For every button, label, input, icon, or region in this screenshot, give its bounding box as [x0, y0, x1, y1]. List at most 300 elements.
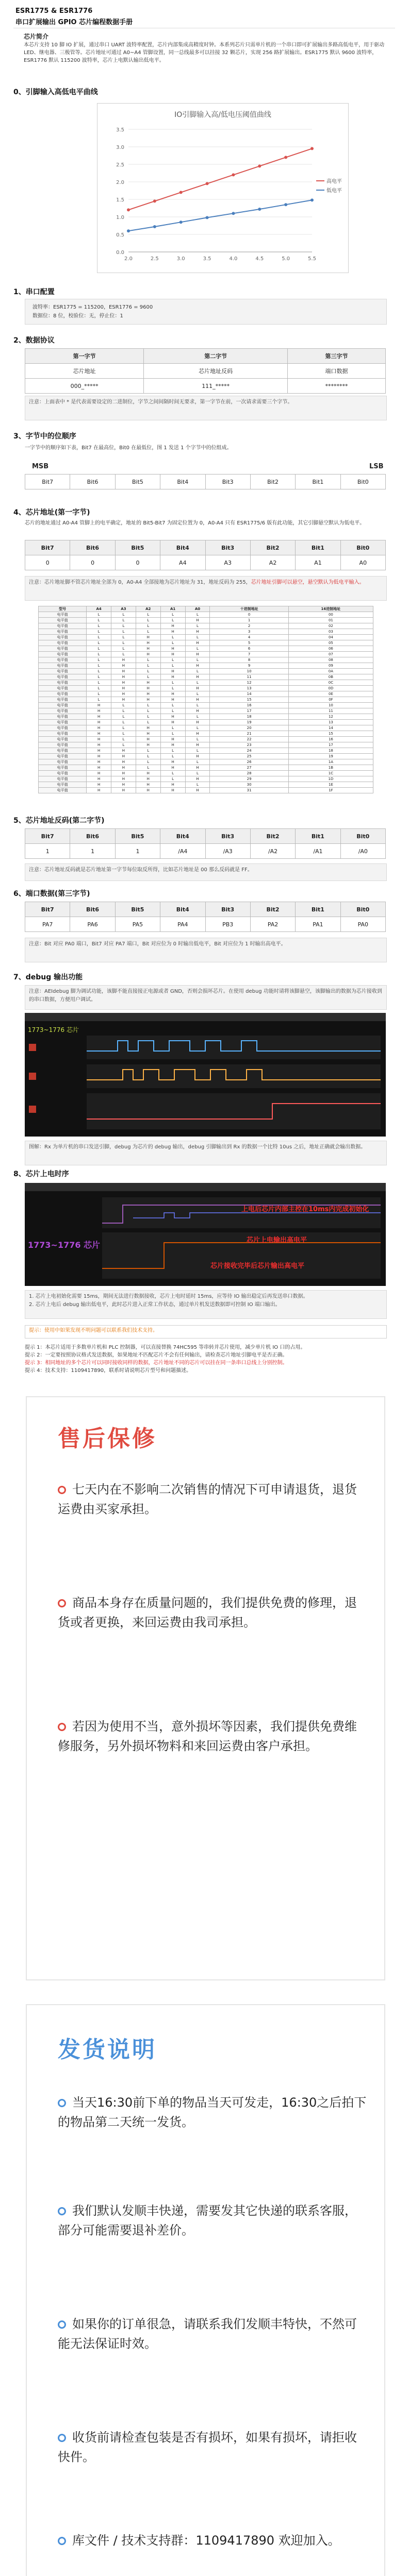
osc-label: 1773~1776 芯片	[28, 1240, 101, 1250]
chart-x-tick-label: 2.0	[124, 256, 133, 262]
bit-cell: Bit7	[25, 474, 70, 489]
table-cell: L	[87, 686, 111, 691]
chart-point	[258, 164, 261, 167]
address-table-header: A1	[160, 606, 185, 612]
table-cell: L	[87, 652, 111, 657]
table-cell: L	[185, 714, 210, 720]
section5-title: 5、芯片地址反码(第二字节)	[13, 817, 105, 825]
table-row	[39, 646, 373, 652]
table-cell: H	[185, 776, 210, 782]
table-cell: 电平值	[39, 737, 87, 742]
table-cell: H	[111, 674, 136, 680]
table-cell: H	[136, 680, 160, 686]
osc-label: 1773~1776 芯片	[28, 1026, 79, 1033]
bit-value: A0	[340, 555, 385, 570]
bit-header: Bit7	[25, 829, 70, 844]
table-cell: 06	[288, 646, 373, 652]
table-cell: L	[87, 612, 111, 618]
table-cell: H	[111, 657, 136, 663]
table-cell: L	[87, 663, 111, 669]
table-cell: 02	[288, 623, 373, 629]
table-cell: H	[185, 640, 210, 646]
protocol-header: 第三字节	[288, 349, 386, 364]
osc-toolbar	[25, 1013, 386, 1021]
shipping-text: 当天16:30前下单的物品当天可发走，16:30之后拍下的物品第二天统一发货。	[58, 2095, 367, 2129]
table-cell: L	[185, 748, 210, 754]
table-cell: L	[87, 623, 111, 629]
table-cell: 5	[210, 640, 288, 646]
inverse-note: 注意：芯片地址反码就是芯片地址第一字节每位取反所得，比如芯片地址是 00 那么反码就是 FF。	[25, 863, 387, 881]
table-cell: 0F	[288, 697, 373, 703]
table-cell: 0D	[288, 686, 373, 691]
table-cell: H	[185, 765, 210, 771]
table-cell: L	[111, 629, 136, 635]
chart-point	[310, 198, 314, 201]
table-cell: 15	[288, 731, 373, 737]
table-cell: H	[136, 686, 160, 691]
power-note: 2. 芯片上电后 debug 输出低电平，此时芯片进入正常工作状态，通过单片机发送数据即可控制 IO 端口输出。	[29, 1302, 281, 1308]
table-row	[39, 742, 373, 748]
table-cell: L	[111, 640, 136, 646]
table-cell: H	[185, 674, 210, 680]
chart-point	[232, 212, 235, 215]
protocol-header: 第二字节	[144, 349, 288, 364]
table-cell: H	[185, 697, 210, 703]
table-cell: L	[136, 612, 160, 618]
table-cell: 电平值	[39, 720, 87, 725]
table-cell: 12	[288, 714, 373, 720]
table-cell: 电平值	[39, 776, 87, 782]
table-cell: H	[111, 788, 136, 793]
table-cell: 电平值	[39, 680, 87, 686]
table-cell: L	[185, 737, 210, 742]
table-cell: H	[136, 691, 160, 697]
bit-order-table	[25, 474, 386, 489]
table-cell: L	[160, 731, 185, 737]
shipping-text: 库文件 / 技术支持群：1109417890 欢迎加入。	[72, 2533, 340, 2548]
chart-point	[153, 199, 156, 202]
section6-title: 6、端口数据(第三字节)	[13, 890, 90, 898]
table-cell: 13	[210, 686, 288, 691]
table-cell: 4	[210, 635, 288, 640]
table-cell: H	[160, 782, 185, 788]
table-cell: 07	[288, 652, 373, 657]
bit-value: 1	[25, 844, 70, 859]
section3-desc: 一字节中的顺序如下表，Bit7 在最高位，Bit0 在最低位，图 1 发送 1 个字节中的位组成。	[25, 445, 232, 451]
address-table-header: A0	[185, 606, 210, 612]
tips-warning: 提示：使用中如果发现不明问题可以联系我们技术支持。	[25, 1325, 387, 1338]
bit-header: Bit4	[160, 540, 205, 555]
table-cell: 08	[288, 657, 373, 663]
chart-x-tick-label: 3.0	[176, 256, 185, 262]
table-cell: L	[87, 680, 111, 686]
address-table-header: 型号	[39, 606, 87, 612]
table-cell: H	[160, 759, 185, 765]
table-cell: H	[111, 754, 136, 759]
table-cell: 6	[210, 646, 288, 652]
bit-header: Bit1	[296, 902, 340, 917]
table-cell: 1B	[288, 765, 373, 771]
table-cell: H	[136, 640, 160, 646]
table-cell: 20	[210, 725, 288, 731]
table-row	[39, 669, 373, 674]
address-table-header: 十进制地址	[210, 606, 288, 612]
bit-cell: Bit3	[205, 474, 250, 489]
table-cell: L	[136, 629, 160, 635]
chart-x-tick-label: 5.0	[282, 256, 290, 262]
table-cell: 电平值	[39, 697, 87, 703]
bullet-icon	[58, 1599, 66, 1607]
table-cell: 01	[288, 618, 373, 623]
table-cell: H	[185, 720, 210, 725]
chart-point	[127, 208, 130, 211]
bit-value: /A3	[205, 844, 250, 859]
shipping-card	[26, 2004, 385, 2576]
port-value: PA1	[296, 917, 340, 932]
table-cell: H	[160, 714, 185, 720]
rx-trace	[87, 1036, 381, 1059]
table-cell: L	[185, 703, 210, 708]
table-cell: L	[87, 674, 111, 680]
table-cell: H	[160, 720, 185, 725]
table-cell: 电平值	[39, 754, 87, 759]
table-cell: L	[136, 714, 160, 720]
table-cell: H	[87, 720, 111, 725]
table-row	[39, 754, 373, 759]
table-cell: L	[160, 776, 185, 782]
table-cell: H	[87, 737, 111, 742]
port-note: 注意：Bit 对应 PA0 端口，Bit7 对应 PA7 端口，Bit 对应位为 0 时输出低电平，Bit 对应位为 1 时输出高电平。	[25, 938, 387, 962]
bit-header: Bit0	[340, 540, 385, 555]
table-cell: H	[87, 714, 111, 720]
table-cell: H	[185, 788, 210, 793]
table-row	[39, 788, 373, 793]
table-cell: 16	[210, 703, 288, 708]
port-value: PA0	[340, 917, 385, 932]
table-cell: 28	[210, 771, 288, 776]
table-cell: H	[87, 725, 111, 731]
protocol-cell: 000_*****	[25, 379, 144, 394]
table-cell: 电平值	[39, 640, 87, 646]
table-cell: L	[185, 623, 210, 629]
table-row	[39, 618, 373, 623]
table-cell: 18	[210, 714, 288, 720]
table-cell: 电平值	[39, 782, 87, 788]
intro-text: 本芯片支持 10 脚 IO 扩展，通过串口 UART 波特率配置，芯片内部集成高精度时钟。本系列芯片只需单片机的一个串口即可扩展输出多路高低电平，用于驱动 LED、继电器、三极管等。芯片地址可通过 A0~A4 管脚设置，同一总线最多可以挂接 32 颗芯片，实现 256 路扩展输出。ESR1775 默认 9600 波特率，ESR1776 默认 115200 波特率，芯片上电默认输出低电平。	[24, 42, 385, 63]
table-cell: H	[185, 652, 210, 657]
protocol-cell: 芯片地址反码	[144, 364, 288, 379]
port-value: PA5	[115, 917, 160, 932]
debug-osc-note: 图解：Rx 为单片机的串口发送引脚，debug 为芯片的 debug 输出，debug 引脚输出到 Rx 的数据一个比特 10us 之后，地址正确就会输出数据。	[25, 1141, 387, 1165]
table-cell: L	[111, 646, 136, 652]
table-cell: H	[87, 759, 111, 765]
table-cell: H	[136, 742, 160, 748]
table-cell: L	[185, 771, 210, 776]
table-cell: H	[87, 782, 111, 788]
bit-header: Bit4	[160, 829, 205, 844]
table-cell: 30	[210, 782, 288, 788]
address-note-highlight: 芯片地址引脚可以悬空，悬空默认为低电平输入。	[251, 580, 365, 585]
table-cell: 1E	[288, 782, 373, 788]
address-table-header: A3	[111, 606, 136, 612]
shipping-text: 如果你的订单很急，请联系我们发顺丰特快，不然可能无法保证时效。	[58, 2317, 357, 2351]
table-cell: L	[87, 618, 111, 623]
table-cell: H	[185, 742, 210, 748]
table-cell: 电平值	[39, 686, 87, 691]
table-cell: L	[87, 657, 111, 663]
table-cell: 29	[210, 776, 288, 782]
chart-legend-label: 高电平	[326, 179, 342, 184]
table-cell: 电平值	[39, 669, 87, 674]
table-cell: L	[136, 657, 160, 663]
table-cell: 11	[210, 674, 288, 680]
table-cell: H	[160, 669, 185, 674]
address-table-header: A4	[87, 606, 111, 612]
table-cell: H	[87, 731, 111, 737]
chart-x-tick-label: 3.5	[203, 256, 211, 262]
table-cell: H	[160, 674, 185, 680]
table-cell: H	[87, 765, 111, 771]
bit-cell: Bit1	[296, 474, 340, 489]
port-value: PA7	[25, 917, 70, 932]
table-cell: 04	[288, 635, 373, 640]
chart-x-tick-label: 4.0	[229, 256, 238, 262]
debug-oscilloscope	[25, 1013, 386, 1137]
chart-legend-label: 低电平	[326, 188, 342, 194]
table-row	[39, 686, 373, 691]
table-row	[39, 674, 373, 680]
bit-cell: Bit5	[115, 474, 160, 489]
table-cell: 电平值	[39, 788, 87, 793]
table-cell: 24	[210, 748, 288, 754]
table-cell: H	[185, 686, 210, 691]
table-cell: H	[160, 697, 185, 703]
table-cell: L	[87, 691, 111, 697]
table-cell: H	[87, 776, 111, 782]
port-value: PA2	[250, 917, 295, 932]
address-bit-table	[25, 540, 386, 570]
table-cell: L	[111, 731, 136, 737]
after-sales-item	[58, 1717, 367, 1756]
table-cell: 电平值	[39, 691, 87, 697]
table-cell: L	[160, 686, 185, 691]
table-cell: 电平值	[39, 612, 87, 618]
table-cell: H	[136, 737, 160, 742]
address-table-header: 16进制地址	[288, 606, 373, 612]
doc-title-line1: ESR1775 & ESR1776	[15, 7, 93, 15]
table-cell: 14	[288, 725, 373, 731]
table-cell: 1	[210, 618, 288, 623]
table-cell: H	[136, 652, 160, 657]
address-inverse-table	[25, 828, 386, 859]
bit-cell: Bit0	[340, 474, 385, 489]
section4-title: 4、芯片地址(第一字节)	[13, 509, 90, 517]
table-cell: H	[111, 765, 136, 771]
table-cell: H	[136, 635, 160, 640]
bit-value: A3	[205, 555, 250, 570]
table-cell: L	[136, 674, 160, 680]
table-cell: L	[136, 708, 160, 714]
bit-header: Bit5	[115, 902, 160, 917]
table-cell: H	[111, 697, 136, 703]
table-cell: L	[160, 635, 185, 640]
chart-point	[179, 191, 183, 194]
table-cell: L	[185, 725, 210, 731]
table-cell: 10	[288, 703, 373, 708]
table-cell: H	[87, 742, 111, 748]
protocol-table	[25, 348, 386, 394]
table-cell: 16	[288, 737, 373, 742]
bit-value: A4	[160, 555, 205, 570]
table-cell: 电平值	[39, 618, 87, 623]
bit-value: 1	[115, 844, 160, 859]
bit-value: A1	[296, 555, 340, 570]
table-cell: L	[136, 623, 160, 629]
table-cell: H	[136, 771, 160, 776]
protocol-cell: 111_*****	[144, 379, 288, 394]
power-notes	[25, 1290, 387, 1319]
chart-y-tick-label: 0.5	[116, 232, 124, 238]
table-cell: L	[160, 754, 185, 759]
channel-marker	[29, 1073, 36, 1080]
table-cell: 15	[210, 697, 288, 703]
bit-header: Bit5	[115, 540, 160, 555]
table-cell: H	[160, 742, 185, 748]
table-cell: H	[87, 754, 111, 759]
table-cell: 电平值	[39, 663, 87, 669]
shipping-item	[58, 2531, 367, 2550]
tip-line: 提示 4：技术支持：1109417890，联系时请说明芯片型号和问题描述。	[25, 1368, 192, 1374]
table-cell: L	[185, 680, 210, 686]
table-row	[39, 657, 373, 663]
chart-point	[179, 221, 183, 224]
table-cell: L	[160, 680, 185, 686]
bit-header: Bit3	[205, 540, 250, 555]
table-cell: L	[185, 612, 210, 618]
table-row	[39, 765, 373, 771]
table-row	[39, 635, 373, 640]
bit-header: Bit2	[250, 829, 295, 844]
table-row	[39, 759, 373, 765]
table-cell: H	[136, 646, 160, 652]
table-cell: L	[136, 754, 160, 759]
after-sales-title: 售后保修	[58, 1426, 157, 1452]
table-cell: L	[160, 748, 185, 754]
table-cell: L	[136, 759, 160, 765]
protocol-cell: 端口数据	[288, 364, 386, 379]
bit-header: Bit2	[250, 540, 295, 555]
table-cell: 27	[210, 765, 288, 771]
bit-header: Bit1	[296, 540, 340, 555]
bit-header: Bit6	[70, 540, 115, 555]
bullet-icon	[58, 1723, 66, 1731]
after-sales-text: 商品本身存在质量问题的，我们提供免费的修理，退货或者更换，来回运费由我司承担。	[58, 1596, 357, 1630]
port-value: PA6	[70, 917, 115, 932]
table-cell: 00	[288, 612, 373, 618]
shipping-title: 发货说明	[58, 2037, 157, 2063]
chart-point	[310, 147, 314, 150]
table-cell: H	[111, 748, 136, 754]
bit-header: Bit3	[205, 902, 250, 917]
chart-y-tick-label: 2.5	[116, 162, 124, 168]
table-cell: 电平值	[39, 708, 87, 714]
table-cell: 电平值	[39, 629, 87, 635]
table-cell: L	[111, 737, 136, 742]
table-cell: L	[185, 669, 210, 674]
table-cell: L	[111, 623, 136, 629]
table-cell: H	[111, 663, 136, 669]
table-cell: H	[136, 697, 160, 703]
table-cell: 22	[210, 737, 288, 742]
table-cell: L	[111, 618, 136, 623]
shipping-item	[58, 2201, 367, 2240]
table-cell: L	[136, 748, 160, 754]
bit-header: Bit3	[205, 829, 250, 844]
doc-title-line2: 串口扩展输出 GPIO 芯片编程数据手册	[15, 19, 133, 26]
table-cell: L	[160, 708, 185, 714]
table-cell: 17	[210, 708, 288, 714]
chart-y-tick-label: 0.0	[116, 250, 124, 256]
table-cell: 17	[288, 742, 373, 748]
after-sales-text: 若因为使用不当，意外损坏等因素，我们提供免费维修服务，另外损坏物料和来回运费由客户承担。	[58, 1719, 357, 1753]
section0-title: 0、引脚输入高低电平曲线	[13, 88, 98, 96]
table-cell: L	[160, 657, 185, 663]
table-cell: H	[87, 748, 111, 754]
table-cell: H	[185, 663, 210, 669]
chart-title: IO引脚输入高/低电压阈值曲线	[174, 111, 271, 119]
table-cell: 电平值	[39, 731, 87, 737]
serial-config-line1: 波特率：ESR1775 = 115200，ESR1776 = 9600	[32, 304, 153, 310]
intro-heading: 芯片简介	[24, 33, 49, 40]
table-cell: L	[160, 663, 185, 669]
table-cell: L	[160, 771, 185, 776]
table-cell: 03	[288, 629, 373, 635]
bit-header: Bit4	[160, 902, 205, 917]
table-cell: H	[185, 708, 210, 714]
table-cell: L	[111, 635, 136, 640]
bit-header: Bit2	[250, 902, 295, 917]
port-value: PA4	[160, 917, 205, 932]
table-row	[39, 629, 373, 635]
bit-header: Bit0	[340, 829, 385, 844]
table-cell: 18	[288, 748, 373, 754]
chart-point	[284, 203, 287, 206]
bit-value: /A2	[250, 844, 295, 859]
table-cell: H	[160, 765, 185, 771]
table-cell: 0	[210, 612, 288, 618]
chart-y-tick-label: 1.5	[116, 197, 124, 203]
channel-marker	[29, 1044, 36, 1051]
table-cell: H	[136, 731, 160, 737]
table-row	[39, 640, 373, 646]
table-cell: H	[87, 771, 111, 776]
protocol-cell: ********	[288, 379, 386, 394]
table-cell: H	[160, 623, 185, 629]
table-cell: 电平值	[39, 748, 87, 754]
table-cell: H	[111, 686, 136, 691]
bit-value: 0	[25, 555, 70, 570]
bullet-icon	[58, 2434, 66, 2442]
table-cell: L	[136, 703, 160, 708]
table-cell: 10	[210, 669, 288, 674]
channel-marker	[29, 1106, 36, 1113]
io-trace	[102, 1232, 381, 1279]
tip-line: 提示 3：相同地址的多个芯片可以同时接收同样的数据，芯片地址不同的芯片可以挂在同一条串口总线上分别控制。	[25, 1360, 288, 1366]
chart-point	[206, 182, 209, 185]
table-cell: H	[87, 788, 111, 793]
table-cell: 11	[288, 708, 373, 714]
table-cell: 14	[210, 691, 288, 697]
